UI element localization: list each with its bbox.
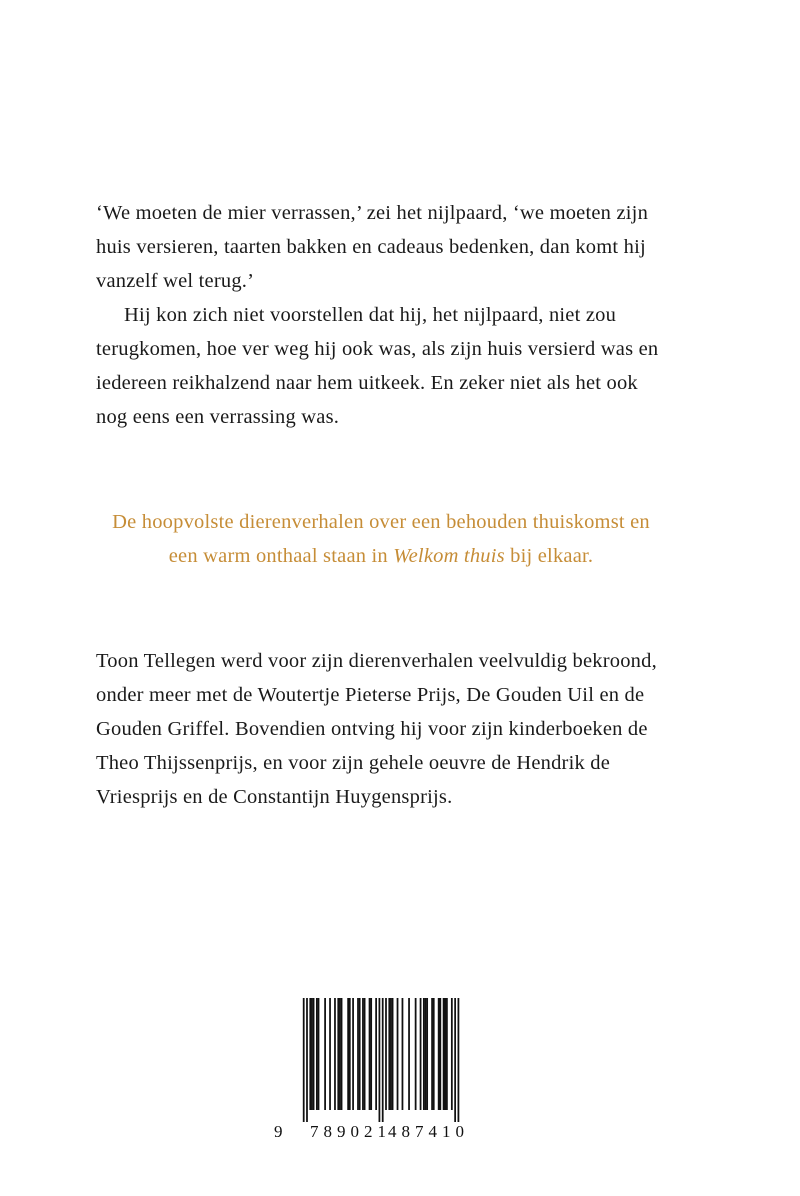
barcode-bars <box>288 998 474 1122</box>
excerpt-block <box>96 196 666 434</box>
pullquote-text-before: De hoopvolste dierenverhalen over een behouden thuiskomst en een warm onthaal staan in <box>112 511 650 567</box>
barcode-left-group: 789021 <box>310 1122 391 1141</box>
barcode-digits <box>274 1116 474 1142</box>
barcode-right-group: 487410 <box>388 1122 469 1141</box>
excerpt-paragraph-2: Hij kon zich niet voorstellen dat hij, het nijlpaard, niet zou terugkomen, hoe ver weg hij ook was, als zijn huis versierd was en iedereen reikhalzend naar hem uitkeek. En zeker niet als het ook nog eens een verrassing was. <box>96 304 659 428</box>
pullquote-text-after: bij elkaar. <box>504 545 594 567</box>
barcode-lead-digit: 9 <box>274 1122 284 1141</box>
pullquote-book-title: Welkom thuis <box>393 545 505 567</box>
author-bio: Toon Tellegen werd voor zijn dierenverhalen veelvuldig bekroond, onder meer met de Woutertje Pieterse Prijs, De Gouden Uil en de Gouden Griffel. Bovendien ontving hij voor zijn kinderboeken de Theo Thijssenprijs, en voor zijn gehele oeuvre de Hendrik de Vriesprijs en de Constantijn Huygensprijs. <box>96 650 657 808</box>
pullquote <box>96 505 666 573</box>
isbn-barcode <box>274 998 474 1150</box>
excerpt-paragraph-1: ‘We moeten de mier verrassen,’ zei het nijlpaard, ‘we moeten zijn huis versieren, taarten bakken en cadeaus bedenken, dan komt hij vanzelf wel terug.’ <box>96 202 649 292</box>
